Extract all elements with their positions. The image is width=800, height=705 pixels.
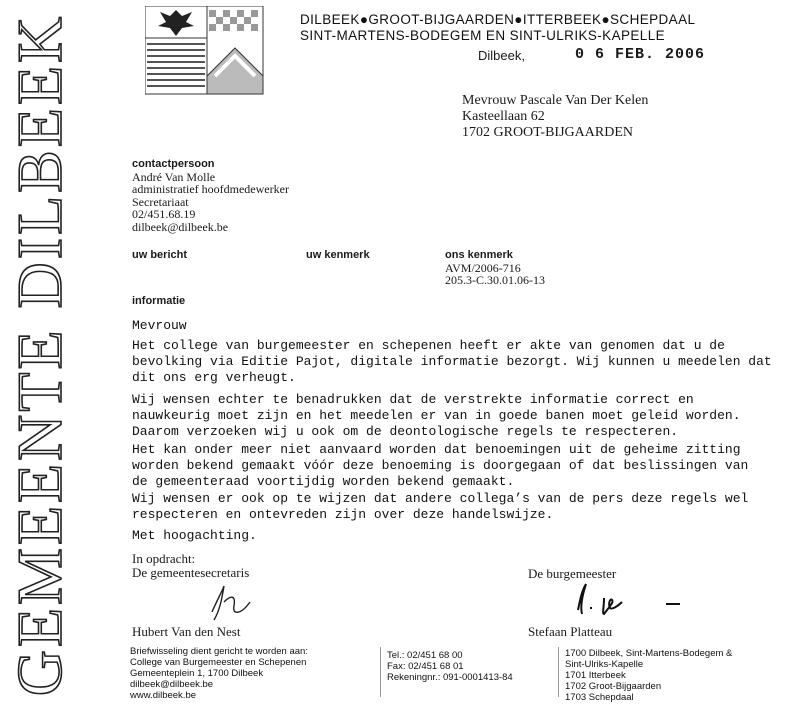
side-title: GEMEENTE DILBEEK [4,13,75,697]
paragraph-line: worden bekend gemaakt vóór deze benoeming is doorgegaan of dat beslissingen van [132,458,749,473]
footer-postcodes [565,648,732,703]
footer-line: 1702 Groot-Bijgaarden [565,681,662,692]
paragraph-3 [132,442,748,490]
footer-line: 1701 Itterbeek [565,670,626,681]
paragraph-line: Daarom verzoeken wij u ook om de deontologische regels te respecteren. [132,424,679,439]
mayor-name: Stefaan Platteau [528,624,613,639]
contact-heading: contactpersoon [132,158,215,170]
paragraph-line: bevolking via Editie Pajot, digitale informatie bezorgt. Wij kunnen u meedelen dat [132,354,772,369]
paragraph-line: Wij wensen echter te benadrukken dat de verstrekte informatie correct en [132,392,694,407]
footer-line: College van Burgemeester en Schepenen [130,657,307,668]
uw-bericht-label: uw bericht [132,249,188,261]
signature-right-scribble [570,580,710,620]
secretary-title: De gemeentesecretaris [132,565,250,580]
footer-line: Sint-Ulriks-Kapelle [565,659,644,670]
paragraph-line: Het kan onder meer niet aanvaard worden dat benoemingen uit de geheime zitting [132,442,741,457]
mayor-title: De burgemeester [528,566,617,581]
recipient-street: Kasteellaan 62 [462,109,545,124]
signature-left-scribble [200,582,260,626]
footer-website: www.dilbeek.be [130,690,197,701]
paragraph-4 [132,491,748,523]
ons-kenmerk-block [445,249,545,287]
recipient-address [462,93,648,141]
ons-kenmerk-label: ons kenmerk [445,249,513,261]
footer-line: 1703 Schepdaal [565,692,634,703]
contact-role: administratief hoofdmedewerker [132,182,289,196]
paragraph-line: respecteren en ontevreden zijn over deze handelswijze. [132,507,554,522]
subject: informatie [132,295,186,307]
uw-kenmerk-label: uw kenmerk [306,249,370,261]
footer-line: Briefwisseling dient gericht te worden aan: [130,646,308,657]
paragraph-line: dit ons erg verheugt. [132,370,296,385]
contact-email: dilbeek@dilbeek.be [132,219,229,234]
contact-name: André Van Molle [132,169,216,184]
coat-of-arms-icon [145,6,265,96]
letterhead-towns: DILBEEK●GROOT-BIJGAARDEN●ITTERBEEK●SCHEPDAAL [300,12,696,27]
contact-phone: 02/451.68.19 [132,207,196,221]
paragraph-line: Wij wensen er ook op te wijzen dat andere collega’s van de pers deze regels wel [132,491,749,506]
footer-phone: Tel.: 02/451 68 00 [387,650,463,661]
closing: Met hoogachting. [132,528,257,543]
paragraph-1 [132,338,772,386]
footer-address [130,646,308,701]
footer-contact [387,650,513,683]
recipient-city: 1702 GROOT-BIJGAARDEN [462,125,633,140]
secretary-name: Hubert Van den Nest [132,624,241,639]
ons-kenmerk-value-2: 205.3-C.30.01.06-13 [445,273,545,287]
footer-divider-1 [380,647,381,697]
signature-left-title [132,552,249,580]
footer-account: Rekeningnr.: 091-0001413-84 [387,672,513,683]
date-stamp: 0 6 FEB. 2006 [575,46,706,63]
footer-line: Gemeenteplein 1, 1700 Dilbeek [130,668,264,679]
footer-line: 1700 Dilbeek, Sint-Martens-Bodegem & [565,648,733,659]
contact-block [132,158,289,233]
footer-fax: Fax: 02/451 68 01 [387,661,464,672]
recipient-name: Mevrouw Pascale Van Der Kelen [462,93,649,108]
paragraph-2 [132,392,741,440]
footer-email: dilbeek@dilbeek.be [130,679,214,690]
salutation: Mevrouw [132,318,187,333]
paragraph-line: nauwkeurig moet zijn en het meedelen er van in goede banen moet geleid worden. [132,408,741,423]
letterhead-towns-2: SINT-MARTENS-BODEGEM EN SINT-ULRIKS-KAPELLE [300,28,666,43]
in-opdracht-label: In opdracht: [132,551,196,566]
date-place: Dilbeek, [478,48,525,63]
footer-divider-2 [558,647,559,697]
contact-dept: Secretariaat [132,194,189,209]
paragraph-line: de gemeenteraad voortijdig worden bekend gemaakt. [132,474,515,489]
ons-kenmerk-value-1: AVM/2006-716 [445,260,521,275]
paragraph-line: Het college van burgemeester en schepenen heeft er akte van genomen dat u de [132,338,725,353]
